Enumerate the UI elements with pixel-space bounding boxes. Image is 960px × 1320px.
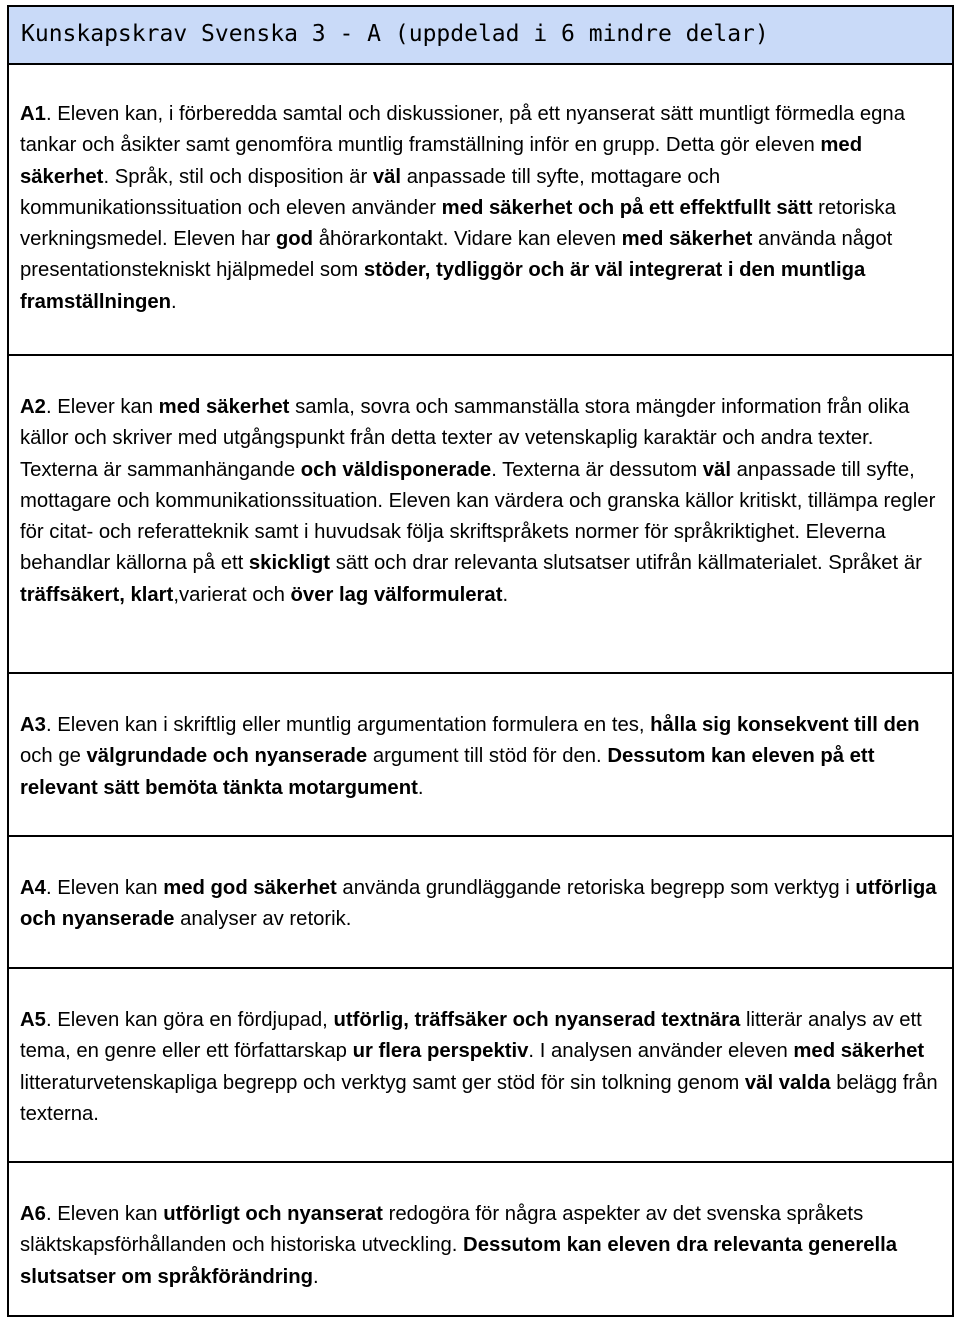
body-text: åhörarkontakt. Vidare kan eleven [313,228,622,251]
emphasized-text: välgrundade och nyanserade [86,745,368,768]
body-text: litterär analys av ett tema, en genre eller ett författarskap [20,1009,922,1063]
emphasized-text: över lag välformulerat [290,583,503,606]
emphasized-text: väl valda [744,1071,831,1094]
emphasized-text: A6 [20,1203,46,1225]
body-text: . Eleven kan, i förberedda samtal och diskussioner, på ett nyanserat sätt muntligt förmedla egna tankar och åsikter samt genomföra muntlig framställning inför en grupp. Detta gör eleven [20,103,905,157]
body-text: belägg från texterna. [20,1071,938,1125]
emphasized-text: utförlig, träffsäker och nyanserad textnära [333,1009,741,1031]
body-text: använda något presentationstekniskt hjälpmedel som [20,228,893,282]
emphasized-text: stöder, tydliggör och är väl integrerat i den muntliga framställningen [20,259,866,313]
body-text: anpassade till syfte, mottagare och kommunikationssituation. Eleven kan värdera och granska källor kritiskt, tillämpa regler för citat- och referatteknik samt i huvudsak följa skriftspråkets normer för språkriktighet. Eleverna behandlar källorna på ett [20,458,936,575]
body-text: anpassade till syfte, mottagare och kommunikationssituation och eleven använder [20,165,721,219]
body-text: . [417,776,424,799]
emphasized-text: väl [372,165,402,188]
emphasized-text: A2 [20,396,46,418]
emphasized-text: A1 [20,103,46,125]
body-text: . Språk, stil och disposition är [103,165,373,188]
body-text: ,varierat och [173,583,291,606]
emphasized-text: och väldisponerade [300,458,492,481]
body-text: . [313,1265,319,1288]
emphasized-text: Dessutom kan eleven dra relevanta generella slutsatser om språkförändring [20,1234,898,1288]
emphasized-text: med säkerhet [158,396,290,418]
body-text: . Eleven kan göra en fördjupad, [45,1009,334,1031]
emphasized-text: med god säkerhet [163,877,337,899]
body-text: litteraturvetenskapliga begrepp och verktyg samt ger stöd för sin tolkning genom [20,1071,745,1094]
body-text: . [171,290,177,313]
emphasized-text: ur flera perspektiv [352,1040,529,1063]
emphasized-text: med säkerhet och på ett effektfullt sätt [441,196,813,219]
body-text: samla, sovra och sammanställa stora mängder information från olika källor och skriver med utgångspunkt från detta texter av vetenskaplig karaktär och andra texter. Texterna är sammanhängande [20,396,910,481]
emphasized-text: väl [702,458,731,481]
emphasized-text: hålla sig konsekvent till den [650,714,920,736]
emphasized-text: A5 [20,1009,46,1031]
criteria-section-a2 [9,356,952,674]
body-text: och ge [20,745,87,768]
criteria-section-a3 [9,674,952,837]
criteria-section-a5 [9,969,952,1163]
body-text: . Elever kan [45,396,159,418]
body-text: . Eleven kan i skriftlig eller muntlig argumentation formulera en tes, [45,714,651,736]
body-text: redogöra för några aspekter av det svenska språkets släktskapsförhållanden och historiska utveckling. [20,1203,864,1257]
emphasized-text: med säkerhet [20,134,863,188]
emphasized-text: utförliga och nyanserade [20,877,937,931]
body-text: använda grundläggande retoriska begrepp som verktyg i [336,877,856,899]
emphasized-text: träffsäkert, klart [20,583,174,606]
emphasized-text: med säkerhet [793,1040,925,1063]
body-text: argument till stöd för den. [367,745,608,768]
emphasized-text: A3 [20,714,46,736]
emphasized-text: med säkerhet [621,228,753,251]
page-title: Kunskapskrav Svenska 3 - A (uppdelad i 6 mindre delar) [9,7,952,65]
body-text: . Eleven kan [45,1203,164,1225]
body-text: . Eleven kan [45,877,164,899]
body-text: . I analysen använder eleven [528,1040,794,1063]
body-text: retoriska verkningsmedel. Eleven har [20,196,896,251]
criteria-table [7,5,954,1317]
emphasized-text: skickligt [248,552,331,575]
criteria-section-a1 [9,65,952,356]
body-text: . [502,583,509,606]
criteria-section-a4 [9,837,952,969]
emphasized-text: utförligt och nyanserat [163,1203,383,1225]
emphasized-text: Dessutom kan eleven på ett relevant sätt bemöta tänkta motargument [20,745,875,799]
criteria-section-a6 [9,1163,952,1315]
body-text: sätt och drar relevanta slutsatser utifrån källmaterialet. Språket är [330,552,922,575]
emphasized-text: A4 [20,877,46,899]
emphasized-text: god [275,228,314,251]
body-text: . Texterna är dessutom [491,458,703,481]
body-text: analyser av retorik. [174,908,352,931]
